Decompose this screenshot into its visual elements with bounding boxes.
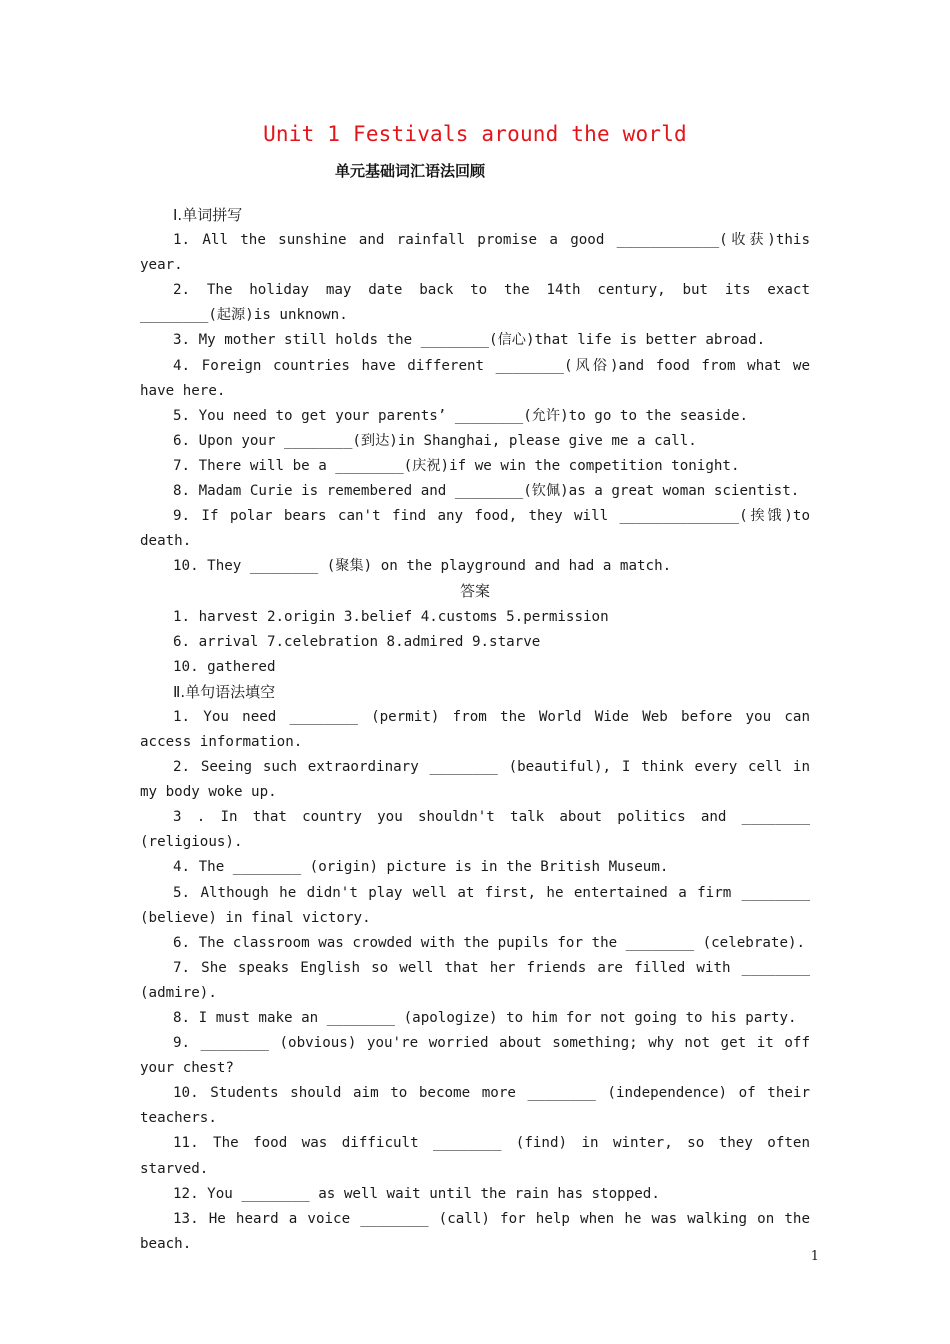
exercise-item: 9. ________ (obvious) you're worried about something; why not get it off your chest?	[140, 1035, 810, 1077]
exercise-item: 8. I must make an ________ (apologize) to him for not going to his party.	[173, 1010, 797, 1026]
exercise-item: 5. Although he didn't play well at first, he entertained a firm ________ (believe) in final victory.	[140, 884, 810, 926]
answer-line: 1. harvest 2.origin 3.belief 4.customs 5.permission	[173, 608, 609, 625]
exercise-item: 7. She speaks English so well that her friends are filled with ________ (admire).	[140, 959, 810, 1001]
page-title: Unit 1 Festivals around the world	[263, 122, 687, 146]
answer-line: 10. gathered	[173, 658, 276, 675]
exercise-item: 10. Students should aim to become more ________ (independence) of their teachers.	[140, 1085, 810, 1127]
exercise-item: 11. The food was difficult ________ (find) in winter, so they often starved.	[140, 1135, 810, 1177]
exercise-item: 7. There will be a ________(庆祝)if we win the competition tonight.	[173, 457, 740, 474]
exercise-item: 6. The classroom was crowded with the pupils for the ________ (celebrate).	[173, 934, 806, 951]
exercise-item: 3 . In that country you shouldn't talk about politics and ________ (religious).	[140, 809, 810, 851]
exercise-item: 12. You ________ as well wait until the rain has stopped.	[173, 1185, 660, 1202]
exercise-item: 3. My mother still holds the ________(信心)that life is better abroad.	[173, 332, 766, 349]
exercise-item: 13. He heard a voice ________ (call) for help when he was walking on the beach.	[140, 1210, 810, 1252]
exercise-item: 6. Upon your ________(到达)in Shanghai, please give me a call.	[173, 432, 697, 449]
exercise-item: 2. The holiday may date back to the 14th century, but its exact ________(起源)is unknown.	[140, 282, 810, 324]
answers-heading: 答案	[459, 582, 490, 601]
section-heading: Ⅱ.单句语法填空	[173, 682, 276, 701]
answer-line: 6. arrival 7.celebration 8.admired 9.starve	[173, 633, 541, 650]
exercise-item: 9. If polar bears can't find any food, they will ______________(挨饿)to death.	[140, 508, 810, 550]
exercise-item: 4. The ________ (origin) picture is in the British Museum.	[173, 859, 669, 876]
page-number: 1	[810, 1249, 819, 1264]
document-body	[140, 203, 810, 1257]
exercise-item: 4. Foreign countries have different ________(风俗)and food from what we have here.	[140, 357, 810, 399]
exercise-item: 1. All the sunshine and rainfall promise a good ____________(收获)this year.	[140, 232, 810, 274]
page-subtitle: 单元基础词汇语法回顾	[334, 162, 485, 180]
section-heading: Ⅰ.单词拼写	[173, 206, 243, 224]
exercise-item: 8. Madam Curie is remembered and ________(钦佩)as a great woman scientist.	[173, 483, 800, 500]
exercise-item: 5. You need to get your parents’ ________(允许)to go to the seaside.	[173, 407, 749, 424]
exercise-item: 1. You need ________ (permit) from the World Wide Web before you can access information.	[140, 708, 810, 750]
exercise-item: 10. They ________ (聚集) on the playground and had a match.	[173, 558, 672, 575]
exercise-item: 2. Seeing such extraordinary ________ (beautiful), I think every cell in my body woke up.	[140, 759, 810, 801]
